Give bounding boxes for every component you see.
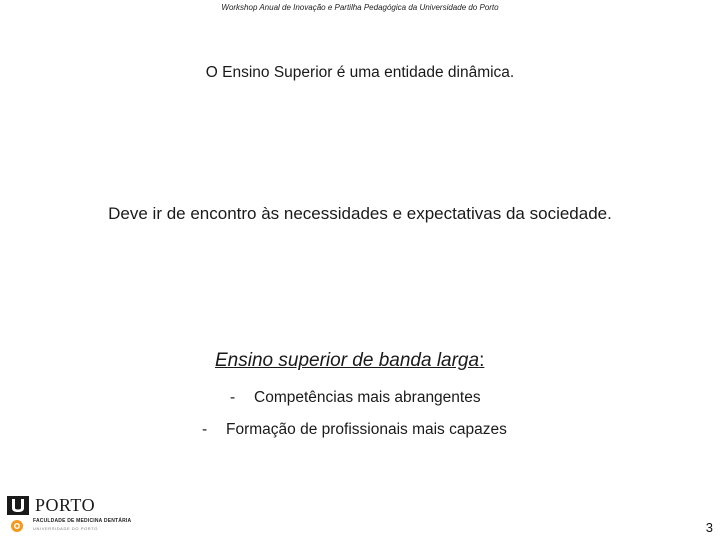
bullet-marker: - (230, 389, 236, 406)
logo-faculty-line: FACULDADE DE MEDICINA DENTÁRIA (33, 518, 132, 524)
u-porto-logo (7, 495, 132, 538)
section-heading-text: Ensino superior de banda larga (215, 350, 480, 371)
statement-dynamic-entity: O Ensino Superior é uma entidade dinâmica. (205, 64, 515, 81)
page-number: 3 (705, 520, 713, 535)
bullet-item (230, 389, 481, 407)
statement-society-needs: Deve ir de encontro às necessidades e expectativas da sociedade. (108, 204, 612, 223)
section-heading (215, 350, 484, 372)
logo-wordmark: PORTO (35, 495, 96, 515)
bullet-marker: - (202, 421, 208, 438)
bullet-text: Formação de profissionais mais capazes (226, 421, 507, 438)
bullet-item (202, 421, 507, 439)
logo-university-line: UNIVERSIDADE DO PORTO (33, 526, 98, 531)
event-title-header: Workshop Anual de Inovação e Partilha Pedagógica da Universidade do Porto (221, 3, 499, 12)
section-heading-colon: : (479, 350, 485, 371)
u-porto-logo-icon (7, 496, 33, 538)
bullet-text: Competências mais abrangentes (254, 389, 481, 406)
